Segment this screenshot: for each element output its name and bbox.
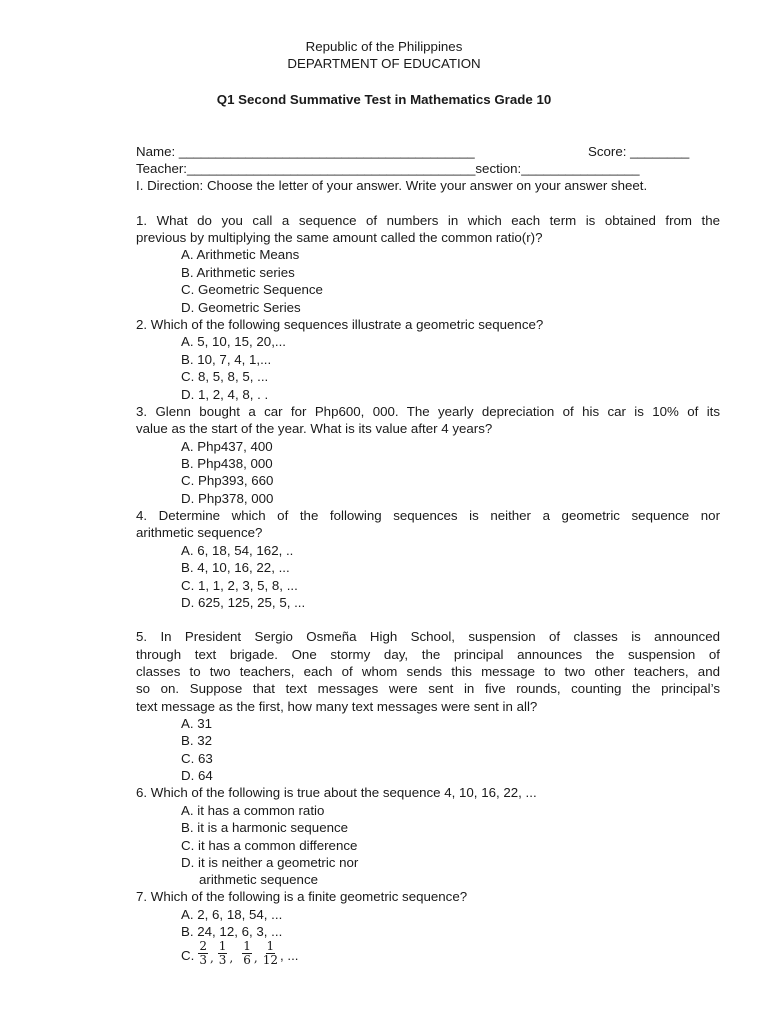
name-field: Name: ________________________________________ [136,144,475,159]
fraction-4: $\frac{1}{12}$ [262,939,278,967]
question-6-line-1: 6. Which of the following is true about the sequence 4, 10, 16, 22, ... [136,785,537,800]
question-7-option-b: B. 24, 12, 6, 3, ... [181,924,283,939]
question-5-option-a: A. 31 [181,716,213,731]
question-7-option-a: A. 2, 6, 18, 54, ... [181,907,283,922]
question-1-option-a: A. Arithmetic Means [181,247,300,262]
question-2-option-b: B. 10, 7, 4, 1,... [181,352,272,367]
question-1-option-b: B. Arithmetic series [181,265,295,280]
direction-text: I. Direction: Choose the letter of your answer. Write your answer on your answer sheet. [136,178,648,193]
question-5-line-4: so on. Suppose that text messages were sent in five rounds, counting the principal’s [136,681,720,696]
score-field: Score: ________ [588,144,690,159]
fraction-2: $\frac{1}{3}$ [218,939,227,967]
fraction-1: $\frac{2}{3}$ [199,939,207,967]
question-3-option-c: C. Php393, 660 [181,473,274,488]
question-6-option-c: C. it has a common difference [181,838,358,853]
question-3-line-1: 3. Glenn bought a car for Php600, 000. The yearly depreciation of his car is 10% of its [136,404,720,419]
question-7-option-c: C. $\frac{2}{3}$ , $\frac{1}{3}$ , $\frac{1}{6}$ , $\frac{1}{12}$ , ... [181,939,299,967]
question-5-line-3: classes to two teachers, each of whom sends this message to two other teachers, and [136,664,720,679]
question-2-line-1: 2. Which of the following sequences illustrate a geometric sequence? [136,317,544,332]
question-4-option-d: D. 625, 125, 25, 5, ... [181,595,306,610]
question-5-option-c: C. 63 [181,751,213,766]
question-5-line-2: through text brigade. One stormy day, the principal announces the suspension of [136,647,720,662]
teacher-section-field: Teacher:_______________________________________section:________________ [136,161,640,176]
question-1-line-1: 1. What do you call a sequence of numbers in which each term is obtained from the [136,213,720,228]
page-title: Q1 Second Summative Test in Mathematics Grade 10 [216,92,552,107]
question-7-option-c-label: C. [181,948,195,963]
question-3-line-2: value as the start of the year. What is its value after 4 years? [136,421,493,436]
question-7-option-c-tail: , ... [280,948,299,963]
question-5-line-5: text message as the first, how many text messages were sent in all? [136,699,538,714]
question-5-option-d: D. 64 [181,768,213,783]
question-7-line-1: 7. Which of the following is a finite geometric sequence? [136,889,468,904]
question-1-option-d: D. Geometric Series [181,300,301,315]
question-1-line-2: previous by multiplying the same amount called the common ratio(r)? [136,230,543,245]
question-2-option-c: C. 8, 5, 8, 5, ... [181,369,269,384]
question-6-option-d: D. it is neither a geometric nor [181,855,359,870]
question-3-option-d: D. Php378, 000 [181,491,274,506]
question-4-option-c: C. 1, 1, 2, 3, 5, 8, ... [181,578,298,593]
question-4-option-b: B. 4, 10, 16, 22, ... [181,560,290,575]
question-6-option-d-continued: arithmetic sequence [199,872,318,887]
question-5-line-1: 5. In President Sergio Osmeña High School, suspension of classes is announced [136,629,720,644]
question-5-option-b: B. 32 [181,733,213,748]
question-3-option-a: A. Php437, 400 [181,439,273,454]
question-2-option-a: A. 5, 10, 15, 20,... [181,334,286,349]
question-2-option-d: D. 1, 2, 4, 8, . . [181,387,269,402]
fraction-3: $\frac{1}{6}$ [243,939,251,967]
question-1-option-c: C. Geometric Sequence [181,282,323,297]
question-4-option-a: A. 6, 18, 54, 162, .. [181,543,294,558]
question-3-option-b: B. Php438, 000 [181,456,273,471]
republic-heading: Republic of the Philippines [305,39,463,54]
question-4-line-1: 4. Determine which of the following sequences is neither a geometric sequence nor [136,508,720,523]
question-6-option-b: B. it is a harmonic sequence [181,820,349,835]
question-6-option-a: A. it has a common ratio [181,803,325,818]
department-heading: DEPARTMENT OF EDUCATION [287,56,481,71]
question-4-line-2: arithmetic sequence? [136,525,263,540]
